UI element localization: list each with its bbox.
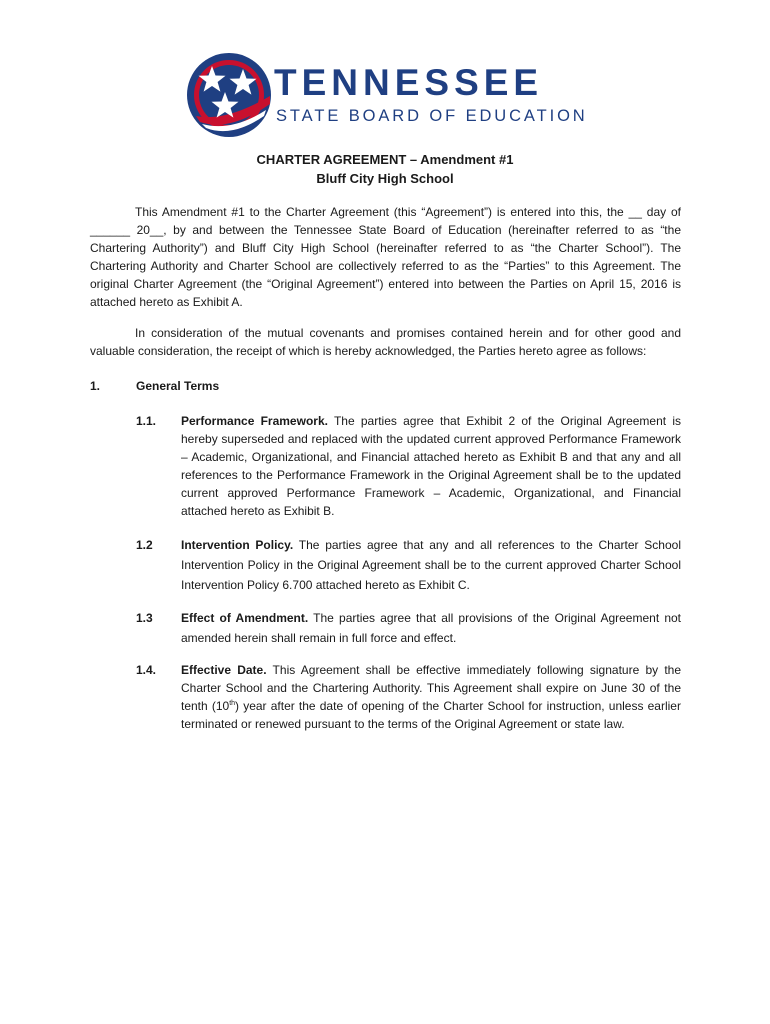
tennessee-sboe-logo — [186, 52, 586, 144]
document-title: CHARTER AGREEMENT – Amendment #1 — [256, 152, 514, 167]
tristar-seal-icon — [186, 52, 272, 138]
clause-performance-framework: Performance Framework. The parties agree that Exhibit 2 of the Original Agreement is hereby superseded and replaced with the updated current approved Performance Framework – Academic, Organizational, and Financial attached hereto as Exhibit B and that any and all references to the Performance Framework in the Original Agreement shall be to the updated current approved Performance Framework – Academic, Organizational, and Financial attached hereto as Exhibit B. — [181, 414, 681, 518]
clause-effective-date: Effective Date. This Agreement shall be effective immediately following signature by the Charter School and the Chartering Authority. This Agreement shall expire on June 30 of the tenth (10th) year after the date of opening of the Charter School for instruction, unless earlier terminated or renewed pursuant to the terms of the Original Agreement or state law. — [181, 663, 682, 731]
logo-wordmark: TENNESSEE — [274, 62, 544, 103]
logo-subtitle: STATE BOARD OF EDUCATION — [276, 107, 588, 125]
section-heading: General Terms — [136, 379, 220, 393]
clause-intervention-policy: Intervention Policy. The parties agree that any and all references to the Charter School Intervention Policy in the Original Agreement shall be to the current approved Charter School Intervention Policy 6.700 attached hereto as Exhibit C. — [181, 538, 681, 592]
clause-number: 1.4. — [136, 663, 157, 677]
clause-number: 1.1. — [136, 414, 157, 428]
clause-effect-of-amendment: Effect of Amendment. The parties agree that all provisions of the Original Agreement not amended herein shall remain in full force and effect. — [181, 611, 682, 645]
clause-number: 1.3 — [136, 611, 153, 625]
consideration-paragraph: In consideration of the mutual covenants and promises contained herein and for other good and valuable consideration, the receipt of which is hereby acknowledged, the Parties hereto agree as follows: — [90, 326, 681, 358]
section-number: 1. — [90, 379, 101, 393]
clause-number: 1.2 — [136, 538, 153, 552]
intro-paragraph: This Amendment #1 to the Charter Agreement (this “Agreement”) is entered into this, the __ day of ______ 20__, by and between the Tennessee State Board of Education (hereinafter referred to as “the Chartering Authority”) and Bluff City High School (hereinafter referred to as “the Charter School”). The Chartering Authority and Charter School are collectively referred to as the “Parties” to this Agreement. The original Charter Agreement (the “Original Agreement”) entered into between the Parties on April 15, 2016 is attached hereto as Exhibit A. — [90, 205, 681, 309]
school-name-heading: Bluff City High School — [316, 171, 454, 186]
